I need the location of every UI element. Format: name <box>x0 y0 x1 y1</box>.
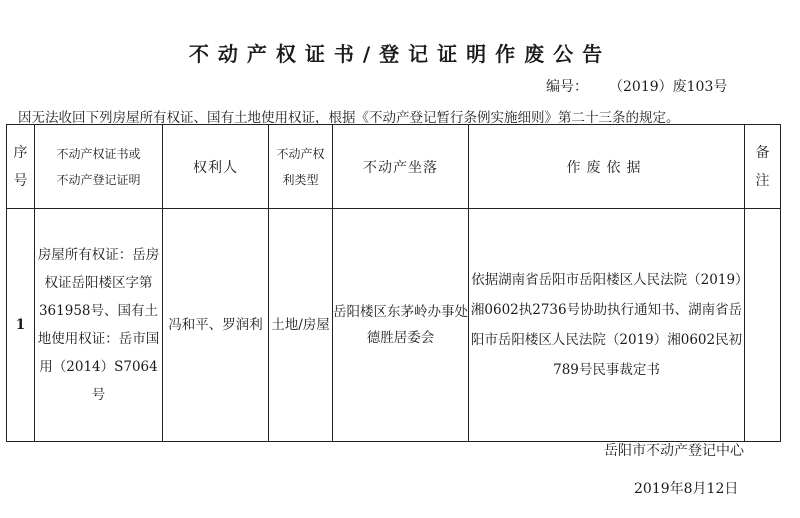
doc-number-value: （2019）废103号 <box>616 79 728 95</box>
row-location: 岳阳楼区东茅岭办事处德胜居委会 <box>333 209 469 442</box>
notice-title: 不动产权证书/登记证明作废公告 <box>188 42 612 66</box>
header-remarks-line2: 注 <box>755 172 770 189</box>
header-cert-line2: 不动产登记证明 <box>56 172 141 187</box>
header-remarks-line1: 备 <box>755 144 770 161</box>
intro-text: 因无法收回下列房屋所有权证、国有土地使用权证，根据《不动产登记暂行条例实施细则》第二十三条的规定。 <box>18 110 680 126</box>
header-seq: 序号 <box>7 125 35 209</box>
header-cert <box>35 125 163 209</box>
header-right-type-line1: 不动产权 <box>276 146 325 161</box>
row-remarks <box>745 209 781 442</box>
doc-number-label: 编号： <box>546 79 588 95</box>
voided-certificates-table <box>6 124 781 442</box>
header-cert-line1: 不动产权证书或 <box>56 146 141 161</box>
row-basis: 依据湖南省岳阳市岳阳楼区人民法院（2019）湘0602执2736号协助执行通知书、湖南省岳阳市岳阳楼区人民法院（2019）湘0602民初789号民事裁定书 <box>469 209 745 442</box>
row-seq: 1 <box>7 209 35 442</box>
header-remarks <box>745 125 781 209</box>
header-right-type <box>269 125 333 209</box>
header-location: 不动产坐落 <box>333 125 469 209</box>
table-header-row <box>7 125 781 209</box>
header-right-type-line2: 利类型 <box>282 172 319 187</box>
row-right-type: 土地/房屋 <box>269 209 333 442</box>
header-basis: 作废依据 <box>469 125 745 209</box>
row-holder: 冯和平、罗润利 <box>163 209 269 442</box>
row-cert: 房屋所有权证：岳房权证岳阳楼区字第361958号、国有土地使用权证：岳市国用（2014）S7064号 <box>35 209 163 442</box>
issue-date: 2019年8月12日 <box>634 481 739 497</box>
table-row <box>7 209 781 442</box>
issuer-name: 岳阳市不动产登记中心 <box>604 443 744 459</box>
header-holder: 权利人 <box>163 125 269 209</box>
doc-number <box>546 76 727 96</box>
